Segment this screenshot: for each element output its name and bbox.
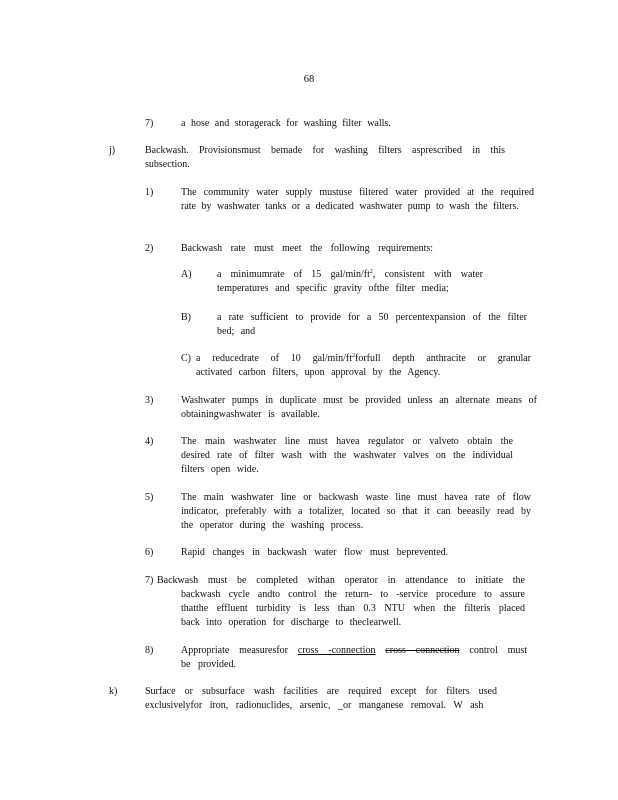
item-text: Washwater pumps in duplicate must be provided unless an alternate means of obtainingwashwater is available. xyxy=(181,395,537,420)
section-label: j) xyxy=(109,145,116,156)
sub-item-text: a minimumrate of 15 gal/$\min/ft^2$, consistent with water temperatures and specific gravity ofthe filter media; xyxy=(217,269,483,294)
page-number: 68 xyxy=(303,74,315,85)
sub-item-label: B) xyxy=(181,312,191,323)
item-label: 7) xyxy=(145,118,154,129)
section-text: Surface or subsurface wash facilities are required except for filters used exclusivelyfor iron, radionuclides, arsenic, _or manganese removal. W ash xyxy=(145,686,497,711)
sub-item-label: A) xyxy=(181,269,192,280)
item-label: 5) xyxy=(145,492,154,503)
item-label: 1) xyxy=(145,187,154,198)
item-label: 4) xyxy=(145,436,154,447)
section-text: Backwash. Provisionsmust bemade for washing filters asprescribed in this subsection. xyxy=(145,145,505,170)
inserted-text: cross -connection xyxy=(297,645,376,656)
item-text: The main washwater line or backwash waste line must havea rate of flow indicator, preferably with a totalizer, located so that it can beeasily read by the operator during the washing process. xyxy=(181,492,531,531)
item-label: 3) xyxy=(145,395,154,406)
sub-item-text: a reducedrate of 10 gal/$\min/ft^2forfull$ depth anthracite or granular activated carbon filters, upon approval by the Agency. xyxy=(196,353,532,378)
sub-item-label: C) xyxy=(181,353,191,364)
item-text: Rapid changes in backwash water flow must beprevented. xyxy=(181,547,449,558)
section-label: k) xyxy=(109,686,118,697)
item-label: 7) xyxy=(145,575,154,586)
item-text: The community water supply mustuse filtered water provided at the required rate by washwater tanks or a dedicated washwater pump to wash the filters. xyxy=(181,187,534,212)
item-text: Backwash rate must meet the following requirements: xyxy=(181,243,434,254)
item-label: 6) xyxy=(145,547,154,558)
deleted-text: cross connection xyxy=(385,645,460,656)
item-text: a hose and storagerack for washing filter walls. xyxy=(181,118,391,129)
item-text: The main washwater line must havea regulator or valveto obtain the desired rate of filter wash with the washwater valves on the individual filters open wide. xyxy=(181,436,513,475)
item-label: 2) xyxy=(145,243,154,254)
sub-item-text: a rate sufficient to provide for a 50 percentexpansion of the filter bed; and xyxy=(217,312,527,337)
item-label: 8) xyxy=(145,645,154,656)
item-text: Backwash must be completed withan operator in attendance to initiate the backwash cycle andto control the return- to -service procedure to assure thatthe effluent turbidity is less than 0.3 NTU when the filteris placed back into operation for discharge to theclearwell. xyxy=(157,575,525,628)
item-text: Appropriate measuresfor cross -connection cross connection control must be provided. xyxy=(181,645,528,670)
